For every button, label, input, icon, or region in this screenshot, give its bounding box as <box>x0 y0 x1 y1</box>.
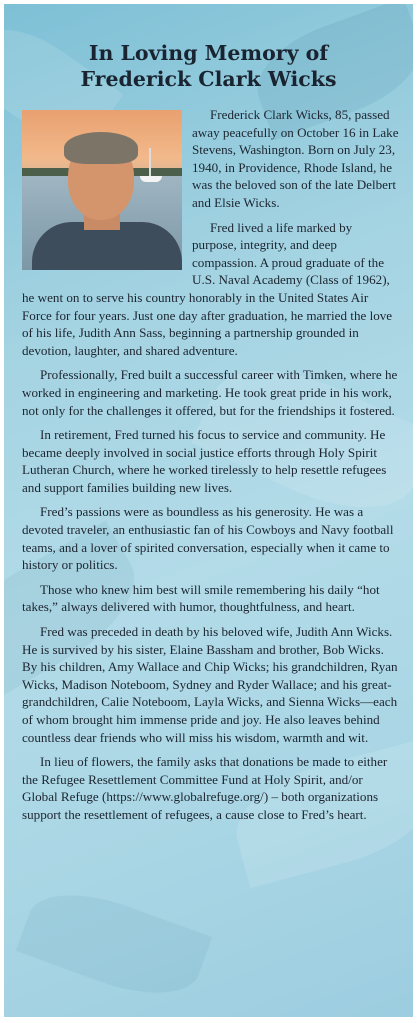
paragraph-retirement: In retirement, Fred turned his focus to service and community. He became deeply involved in social justice efforts through Holy Spirit Lutheran Church, where he worked tirelessly to help resettle refugees and support families building new lives. <box>22 427 387 495</box>
obituary-title <box>4 40 413 92</box>
paragraph-donations: In lieu of flowers, the family asks that donations be made to either the Refugee Resettlement Committee Fund at Holy Spirit, and/or Global Refuge (https://www.globalrefuge.org/) – both organizations support the resettlement of refugees, a cause close to Fred’s heart. <box>22 754 388 822</box>
paragraph-career: Professionally, Fred built a successful career with Timken, where he worked in engineering and marketing. He took great pride in his work, not only for the challenges it offered, but for the friendships it fostered. <box>22 367 398 418</box>
title-line-2: Frederick Clark Wicks <box>80 67 337 91</box>
paragraph-survivors: Fred was preceded in death by his beloved wife, Judith Ann Wicks. He is survived by his sister, Elaine Bassham and brother, Bob Wicks. By his children, Amy Wallace and Chip Wicks; his grandchildren, Ryan Wicks, Madison Noteboom, Sydney and Ryder Wallace; and his great-grandchildren, Calie Noteboom, Layla Wicks, and Sienna Wicks—each of whom brought him immense pride and joy. He also leaves behind countless dear friends who will miss his wisdom, warmth and wit. <box>22 624 398 745</box>
photo-wrap-space <box>22 106 192 274</box>
paragraph-life: Fred lived a life marked by purpose, integrity, and deep compassion. A proud graduate of the U.S. Naval Academy (Class of 1962), he went on to serve his country honorably in the United States Air Force for four years. Just one day after graduation, he married the love of his life, Judith Ann Sass, beginning a partnership grounded in devotion, laughter, and shared adventure. <box>22 219 393 358</box>
paragraph-intro: Frederick Clark Wicks, 85, passed away peacefully on October 16 in Lake Stevens, Washington. Born on July 23, 1940, in Providence, Rhode Island, he was the beloved son of the late Delbert and Elsie Wicks. <box>192 107 399 210</box>
obituary-card <box>4 4 413 1017</box>
title-line-1: In Loving Memory of <box>88 41 329 65</box>
paragraph-passions: Fred’s passions were as boundless as his generosity. He was a devoted traveler, an enthusiastic fan of his Cowboys and Navy football teams, and a lover of spirited conversation, especially when it came to history or politics. <box>22 504 394 573</box>
paragraph-hot-takes: Those who knew him best will smile remembering his daily “hot takes,” always delivered with humor, thoughtfulness, and heart. <box>22 581 380 615</box>
leaf-decoration <box>16 876 213 1013</box>
obituary-body <box>22 106 400 831</box>
